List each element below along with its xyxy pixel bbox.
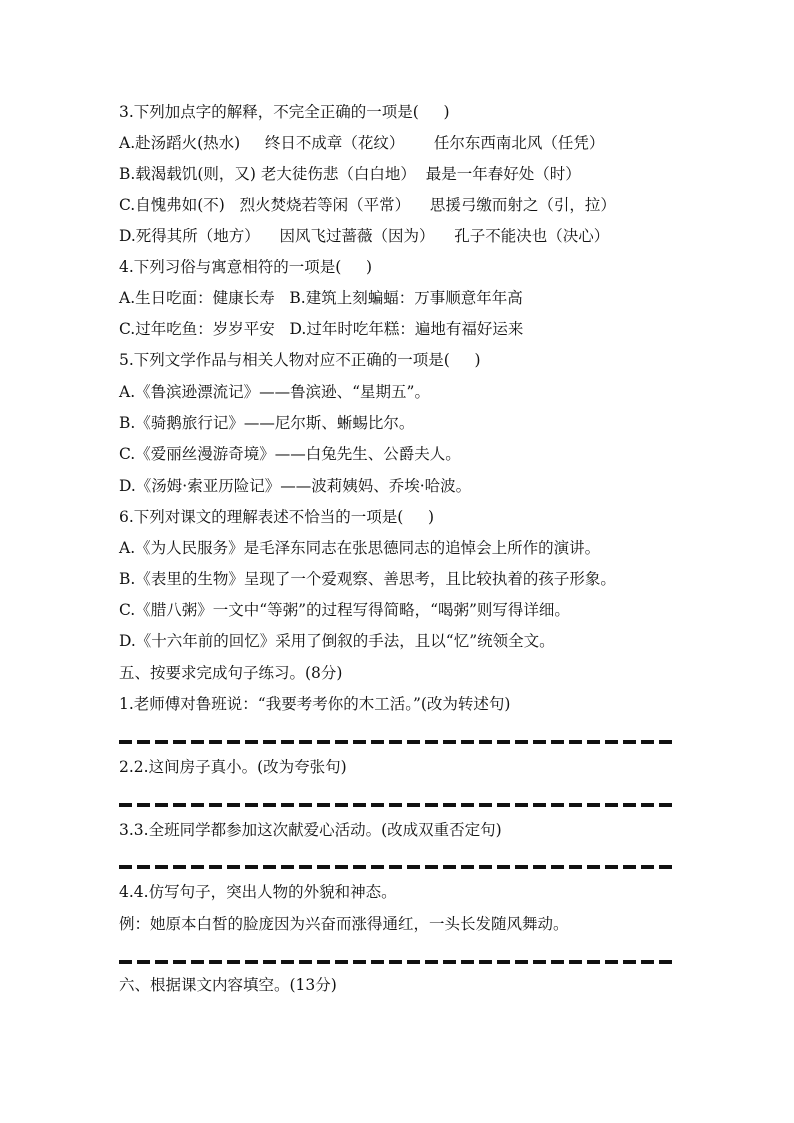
q5-option-c: C.《爱丽丝漫游奇境》——白兔先生、公爵夫人。 [119,445,461,463]
sentence-exercise-1: 1.老师傅对鲁班说：“我要考考你的木工活。”(改为转述句) [119,695,511,713]
answer-line-1[interactable] [119,740,675,744]
sentence-exercise-2: 2.2.这间房子真小。(改为夸张句) [119,758,347,776]
q3-option-c: C.自愧弗如(不) 烈火焚烧若等闲（平常） 思援弓缴而射之（引，拉） [119,196,616,214]
q4-options-ab: A.生日吃面：健康长寿 B.建筑上刻蝙蝠：万事顺意年年高 [119,289,523,307]
section-6-title: 六、根据课文内容填空。(13分) [119,976,337,994]
answer-line-3[interactable] [119,865,675,869]
example-sentence: 例：她原本白皙的脸庞因为兴奋而涨得通红，一头长发随风舞动。 [119,915,569,933]
q6-option-c: C.《腊八粥》一文中“等粥”的过程写得简略，“喝粥”则写得详细。 [119,601,570,619]
q4-options-cd: C.过年吃鱼：岁岁平安 D.过年时吃年糕：遍地有福好运来 [119,320,524,338]
q3-option-d: D.死得其所（地方） 因风飞过蔷薇（因为） 孔子不能决也（决心） [119,227,610,245]
q6-option-b: B.《表里的生物》呈现了一个爱观察、善思考，且比较执着的孩子形象。 [119,570,616,588]
answer-line-4[interactable] [119,960,675,964]
answer-line-2[interactable] [119,803,675,807]
q3-option-a: A.赴汤蹈火(热水) 终日不成章（花纹） 任尔东西南北风（任凭） [119,134,605,152]
q5-option-d: D.《汤姆·索亚历险记》——波莉姨妈、乔埃·哈波。 [119,477,472,495]
q5-stem: 5.下列文学作品与相关人物对应不正确的一项是( ) [119,351,481,369]
sentence-exercise-4: 4.4.仿写句子，突出人物的外貌和神态。 [119,883,397,901]
q4-stem: 4.下列习俗与寓意相符的一项是( ) [119,258,373,276]
q6-stem: 6.下列对课文的理解表述不恰当的一项是( ) [119,508,435,526]
q3-stem: 3.下列加点字的解释，不完全正确的一项是( ) [119,103,450,121]
section-5-title: 五、按要求完成句子练习。(8分) [119,664,343,682]
q6-option-d: D.《十六年前的回忆》采用了倒叙的手法，且以“忆”统领全文。 [119,632,555,650]
q5-option-b: B.《骑鹅旅行记》——尼尔斯、蜥蜴比尔。 [119,414,415,432]
sentence-exercise-3: 3.3.全班同学都参加这次献爱心活动。(改成双重否定句) [119,821,502,839]
q6-option-a: A.《为人民服务》是毛泽东同志在张思德同志的追悼会上所作的演讲。 [119,539,601,557]
q3-option-b: B.载渴载饥(则，又) 老大徒伤悲（白白地） 最是一年春好处（时） [119,165,581,183]
q5-option-a: A.《鲁滨逊漂流记》——鲁滨逊、“星期五”。 [119,383,430,401]
